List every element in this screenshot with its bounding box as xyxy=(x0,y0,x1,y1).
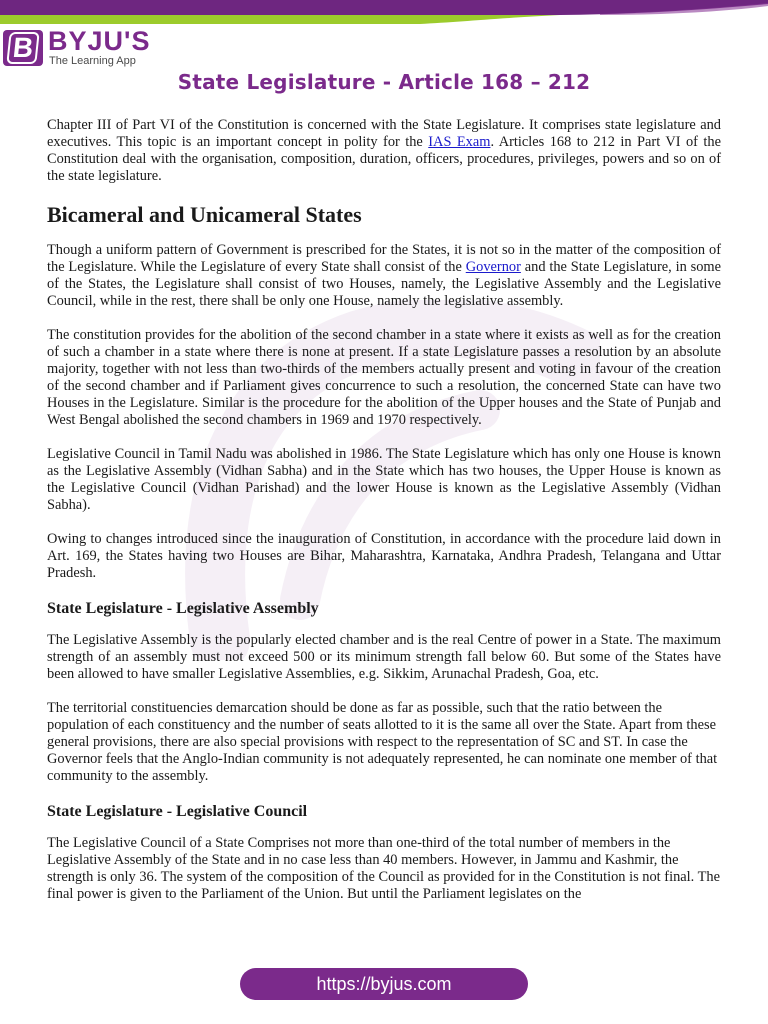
page-title: State Legislature - Article 168 – 212 xyxy=(177,70,591,94)
section-heading-bicameral: Bicameral and Unicameral States xyxy=(47,202,362,227)
paragraph: Though a uniform pattern of Government is prescribed for the States, it is not so in the matter of the composition of the Legislature. While the Legislature of every State shall consist of the Governor and the State Legislature, in some of the States, the Legislature shall consist of two Houses, namely, the Legislative Assembly and the Legislative Council, while in the rest, there shall be only one House, namely the legislative assembly. xyxy=(47,242,722,309)
byjus-logo[interactable] xyxy=(3,28,150,67)
paragraph: Legislative Council in Tamil Nadu was abolished in 1986. The State Legislature which has only one House is known as the Legislative Assembly (Vidhan Sabha) and in the State which has two houses, the Upper House is known as the Legislative Council (Vidhan Parishad) and the lower House is known as the Legislative Assembly (Vidhan Sabha). xyxy=(47,446,721,513)
paragraph: The territorial constituencies demarcation should be done as far as possible, such that the ratio between the population of each constituency and the number of seats allotted to it is the same all over the State. Apart from these general provisions, there are also special provisions with respect to the representation of SC and ST. In case the Governor feels that the Anglo-Indian community is not adequately represented, he can nominate one member of that community to the assembly. xyxy=(47,700,718,784)
section-heading-legislative-assembly: State Legislature - Legislative Assembly xyxy=(47,600,319,617)
website-link-button[interactable]: https://byjus.com xyxy=(240,968,528,1000)
document-body xyxy=(47,117,721,920)
paragraph: The Legislative Council of a State Comprises not more than one-third of the total number of members in the Legislative Assembly of the State and in no case less than 40 members. However, in Jammu and Kashmir, the strength is only 36. The system of the composition of the Council as provided for in the Constitution is not final. The final power is given to the Parliament of the Union. But until the Parliament legislates on the xyxy=(47,835,720,902)
header-banner xyxy=(0,0,768,26)
paragraph: The Legislative Assembly is the popularly elected chamber and is the real Centre of power in a State. The maximum strength of an assembly must not exceed 500 or its minimum strength fall below 60. But some of the States have been allowed to have smaller Legislative Assemblies, e.g. Sikkim, Arunachal Pradesh, Goa, etc. xyxy=(47,632,721,682)
paragraph: Owing to changes introduced since the inauguration of Constitution, in accordance with the procedure laid down in Art. 169, the States having two Houses are Bihar, Maharashtra, Karnataka, Andhra Pradesh, Telangana and Uttar Pradesh. xyxy=(47,531,721,581)
logo-tagline: The Learning App xyxy=(49,55,136,67)
ias-exam-link[interactable]: IAS Exam xyxy=(428,134,491,150)
logo-name: BYJU'S xyxy=(48,26,151,56)
paragraph: The constitution provides for the abolition of the second chamber in a state where it exists as well as for the creation of such a chamber in a state where there is none at present. If a state Legislature passes a resolution by an absolute majority, together with not less than two-thirds of the members actually present and voting in favour of the creation of the second chamber and if Parliament gives concurrence to such a resolution, the concerned State can have two Houses in the Legislature. Similar is the procedure for the abolition of the Upper houses and the State of Punjab and West Bengal abolished the second chambers in 1969 and 1970 respectively. xyxy=(47,327,721,428)
intro-paragraph: Chapter III of Part VI of the Constitution is concerned with the State Legislature. It comprises state legislature and executives. This topic is an important concept in polity for the IAS Exam. Articles 168 to 212 in Part VI of the Constitution deal with the organisation, composition, duration, officers, procedures, privileges, powers and so on of the state legislature. xyxy=(47,117,721,184)
governor-link[interactable]: Governor xyxy=(465,259,521,275)
section-heading-legislative-council: State Legislature - Legislative Council xyxy=(47,803,308,820)
logo-b-icon: B xyxy=(3,30,43,66)
